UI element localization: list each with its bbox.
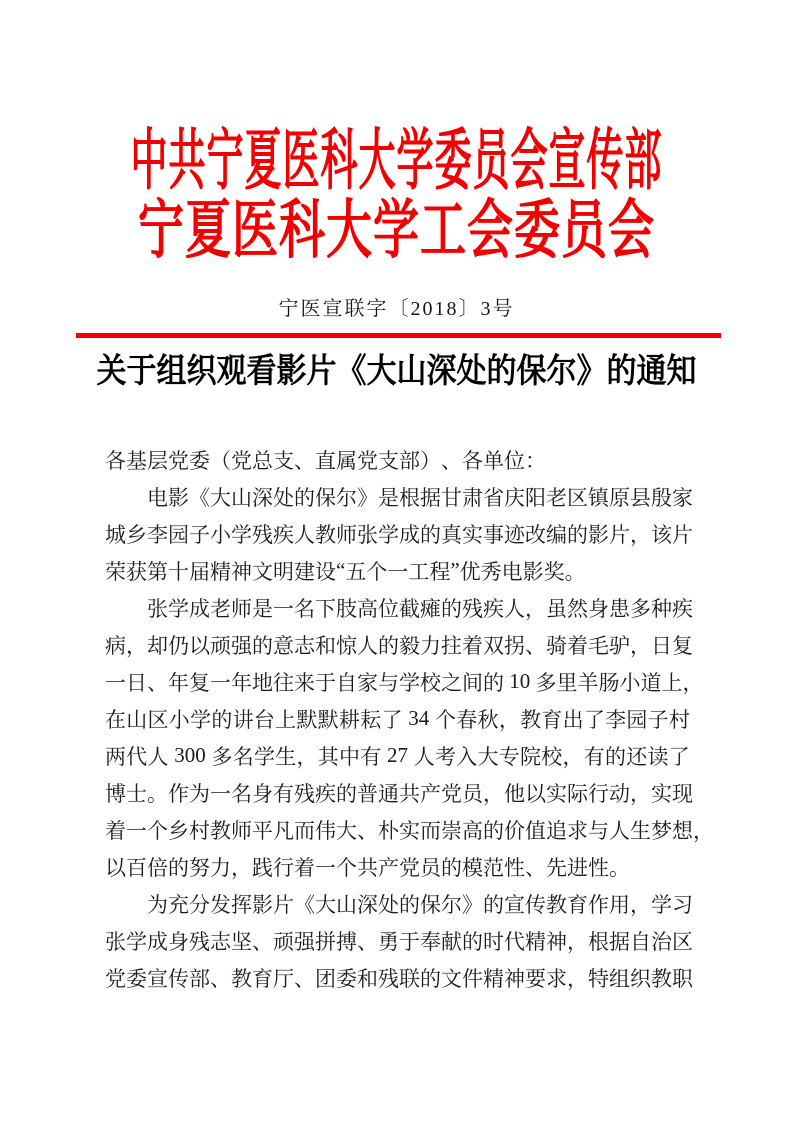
red-divider bbox=[76, 333, 721, 338]
body-line: 电 影 《 大 山 深 处 的 保 尔 》 是 根 据 甘 肃 省 庆 阳 老 区 镇 原 县 殷 家 bbox=[147, 485, 693, 510]
body-line: 两 代 人 300 多 名 学 生 ， 其 中 有 27 人 考 入 大 专 院 校 ， 有 的 还 读 了 bbox=[105, 743, 690, 769]
body-line: 各 基 层 党 委 （ 党 总 支 、 直 属 党 支 部 ） 、 各 单 位 ： bbox=[105, 448, 546, 473]
letterhead-text-1: 中共宁夏医科大学委员会宣传部 bbox=[130, 125, 663, 199]
document-body bbox=[105, 441, 714, 996]
letterhead-line-2 bbox=[0, 196, 793, 266]
body-line: 张 学 成 老 师 是 一 名 下 肢 高 位 截 瘫 的 残 疾 人 ， 虽 然 身 患 多 种 疾 bbox=[147, 596, 693, 621]
paragraph bbox=[105, 478, 693, 589]
letterhead-text-2: 宁夏医科大学工会委员会 bbox=[138, 194, 655, 266]
body-line: 着 一 个 乡 村 教 师 平 凡 而 伟 大 、 朴 实 而 崇 高 的 价 值 追 求 与 人 生 梦 想 ， bbox=[105, 818, 714, 843]
doc-title bbox=[0, 349, 793, 395]
body-line: 荣 获 第 十 届 精 神 文 明 建 设 “ 五 个 一 工 程 ” 优 秀 电 影 奖 。 bbox=[105, 558, 586, 584]
paragraph bbox=[105, 589, 714, 885]
body-line: 党 委 宣 传 部 、 教 育 厅 、 团 委 和 残 联 的 文 件 精 神 要 求 ， 特 组 织 教 职 bbox=[105, 966, 693, 991]
body-line: 张 学 成 身 残 志 坚 、 顽 强 拼 搏 、 勇 于 奉 献 的 时 代 精 神 ， 根 据 自 治 区 bbox=[105, 929, 693, 954]
doc-title-text: 关于组织观看影片《大山深处的保尔》的通知 bbox=[96, 352, 697, 390]
letterhead-line-1 bbox=[0, 126, 793, 198]
body-paragraphs bbox=[105, 478, 714, 996]
salutation-container bbox=[105, 441, 690, 478]
body-line: 病 ， 却 仍 以 顽 强 的 意 志 和 惊 人 的 毅 力 拄 着 双 拐 、 骑 着 毛 驴 ， 日 复 bbox=[105, 633, 693, 658]
body-line: 一 日 、 年 复 一 年 地 往 来 于 自 家 与 学 校 之 间 的 10 多 里 羊 肠 小 道 上 ， bbox=[105, 669, 704, 695]
body-line: 博 士 。 作 为 一 名 身 有 残 疾 的 普 通 共 产 党 员 ， 他 以 实 际 行 动 ， 实 现 bbox=[105, 781, 693, 806]
body-line: 为 充 分 发 挥 影 片 《 大 山 深 处 的 保 尔 》 的 宣 传 教 育 作 用 ， 学 习 bbox=[147, 892, 693, 917]
doc-number: 宁医宣联字〔2018〕3号 bbox=[278, 298, 515, 320]
paragraph bbox=[105, 885, 693, 996]
body-line: 城 乡 李 园 子 小 学 残 疾 人 教 师 张 学 成 的 真 实 事 迹 改 编 的 影 片 ， 该 片 bbox=[105, 522, 693, 547]
body-line: 在 山 区 小 学 的 讲 台 上 默 默 耕 耘 了 34 个 春 秋 ， 教 育 出 了 李 园 子 村 bbox=[105, 706, 690, 732]
body-line: 以 百 倍 的 努 力 ， 践 行 着 一 个 共 产 党 员 的 模 范 性 、 先 进 性 。 bbox=[105, 855, 630, 880]
